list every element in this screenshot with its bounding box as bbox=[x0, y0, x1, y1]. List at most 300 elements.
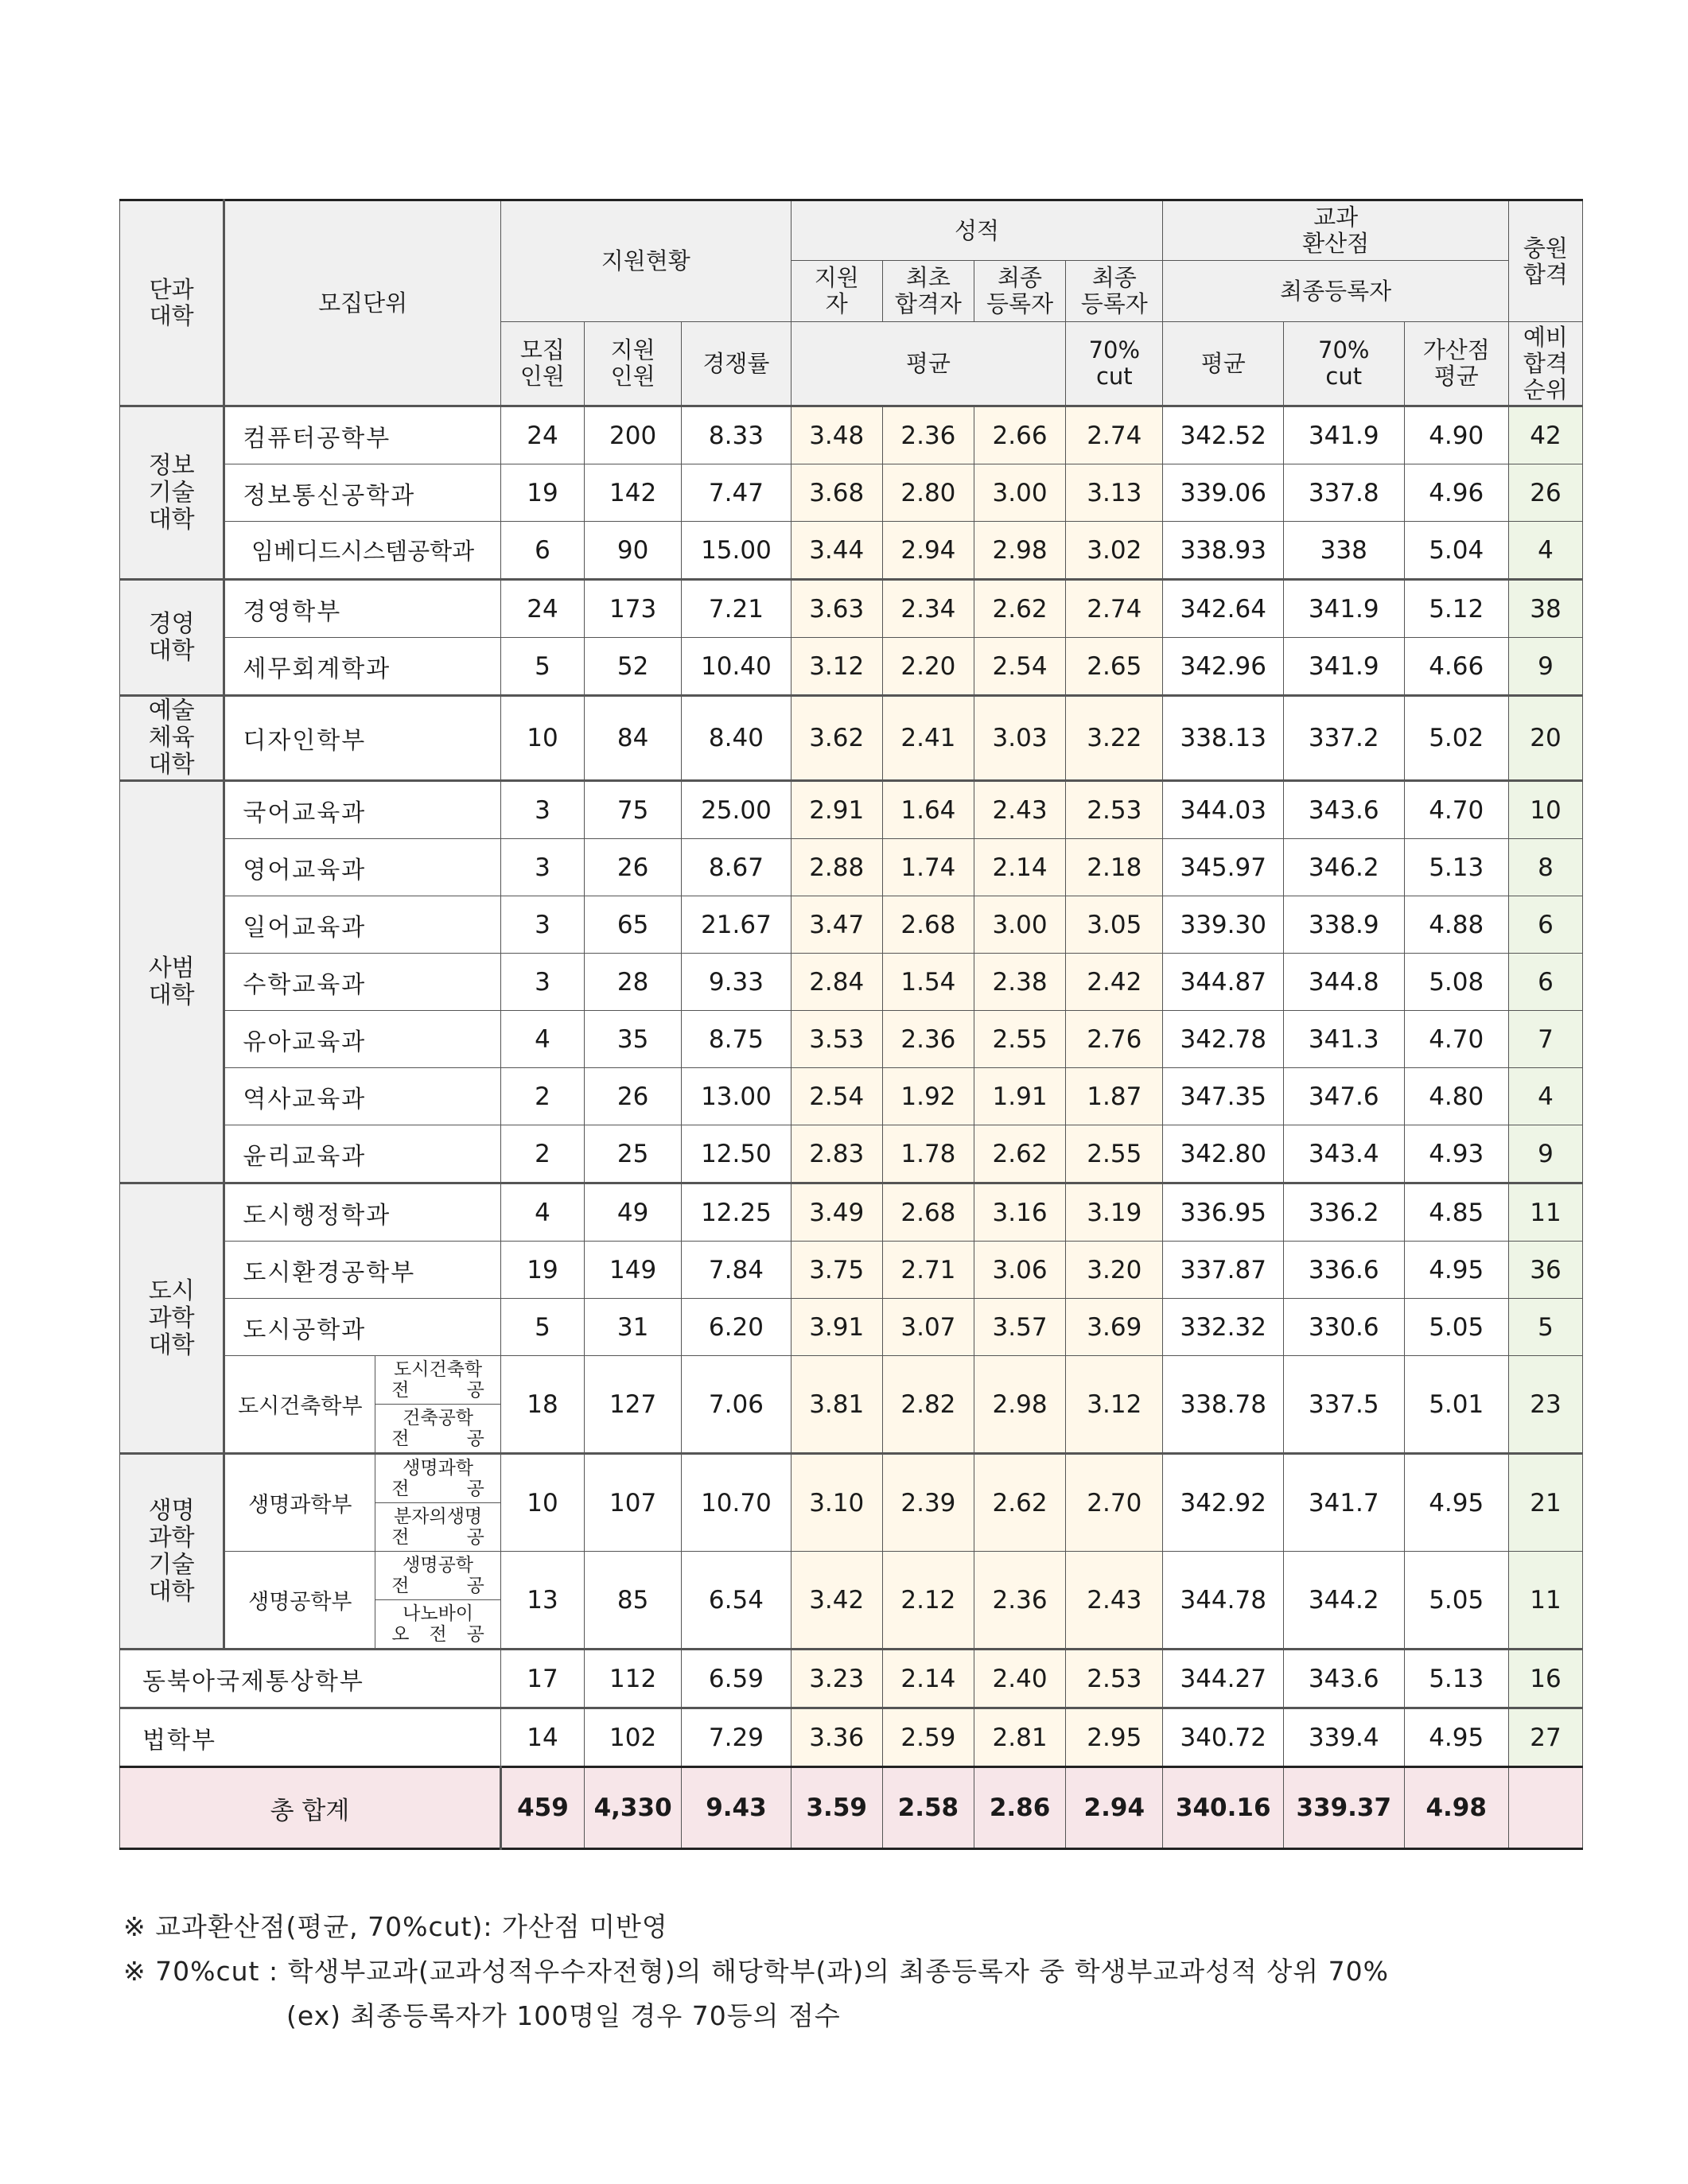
header-application: 지원현황 bbox=[500, 200, 791, 322]
ratio-cell: 13.00 bbox=[682, 1068, 791, 1125]
quota-cell: 3 bbox=[500, 781, 584, 839]
unit-cell: 도시공학과 bbox=[224, 1299, 501, 1356]
grade-first-pass-cell: 2.80 bbox=[882, 464, 974, 522]
quota-cell: 4 bbox=[500, 1183, 584, 1242]
major-item bbox=[375, 1405, 500, 1452]
grade-first-pass-cell: 1.74 bbox=[882, 839, 974, 896]
grade-final-cell: 2.14 bbox=[974, 839, 1065, 896]
grade-cut70-cell: 3.20 bbox=[1066, 1242, 1163, 1299]
waitlist-rank-cell: 16 bbox=[1508, 1650, 1582, 1708]
grade-applicants-cell: 3.63 bbox=[791, 580, 882, 638]
ratio-cell: 10.40 bbox=[682, 638, 791, 696]
ratio-cell: 25.00 bbox=[682, 781, 791, 839]
applicants-cell: 26 bbox=[584, 1068, 681, 1125]
grade-first-pass-cell: 2.41 bbox=[882, 696, 974, 781]
grade-final-cell: 2.40 bbox=[974, 1650, 1065, 1708]
grade-cut70-cell: 3.02 bbox=[1066, 522, 1163, 580]
table-row bbox=[120, 406, 1583, 464]
major-suffix: 전 공 bbox=[391, 1380, 484, 1401]
unit-cell: 역사교육과 bbox=[224, 1068, 501, 1125]
major-list bbox=[375, 1552, 500, 1648]
grade-applicants-cell: 3.12 bbox=[791, 638, 882, 696]
major-list bbox=[375, 1455, 500, 1551]
quota-cell: 3 bbox=[500, 896, 584, 954]
waitlist-rank-cell: 5 bbox=[1508, 1299, 1582, 1356]
grade-final-cell: 2.62 bbox=[974, 1125, 1065, 1183]
applicants-cell: 85 bbox=[584, 1552, 681, 1650]
major-cell bbox=[375, 1552, 501, 1650]
grade-applicants-cell: 3.53 bbox=[791, 1011, 882, 1068]
total-g_app-cell: 3.59 bbox=[791, 1767, 882, 1849]
score-avg-cell: 340.72 bbox=[1163, 1708, 1284, 1767]
score-avg-cell: 339.30 bbox=[1163, 896, 1284, 954]
grade-final-cell: 1.91 bbox=[974, 1068, 1065, 1125]
grade-cut70-cell: 2.70 bbox=[1066, 1454, 1163, 1552]
grade-final-cell: 2.62 bbox=[974, 1454, 1065, 1552]
grade-applicants-cell: 2.54 bbox=[791, 1068, 882, 1125]
quota-cell: 2 bbox=[500, 1125, 584, 1183]
table-row bbox=[120, 1708, 1583, 1767]
unit-cell: 국어교육과 bbox=[224, 781, 501, 839]
score-cut70-cell: 343.4 bbox=[1283, 1125, 1404, 1183]
applicants-cell: 107 bbox=[584, 1454, 681, 1552]
unit-cell: 생명공학부 bbox=[224, 1552, 375, 1650]
bonus-avg-cell: 4.93 bbox=[1404, 1125, 1508, 1183]
header-applicants-grade: 지원 자 bbox=[791, 261, 882, 322]
waitlist-rank-cell: 10 bbox=[1508, 781, 1582, 839]
applicants-cell: 149 bbox=[584, 1242, 681, 1299]
grade-applicants-cell: 2.83 bbox=[791, 1125, 882, 1183]
grade-applicants-cell: 2.88 bbox=[791, 839, 882, 896]
footnote-3: (ex) 최종등록자가 100명일 경우 70등의 점수 bbox=[286, 2000, 841, 2031]
grade-cut70-cell: 2.42 bbox=[1066, 954, 1163, 1011]
grade-final-cell: 2.62 bbox=[974, 580, 1065, 638]
waitlist-rank-cell: 36 bbox=[1508, 1242, 1582, 1299]
score-cut70-cell: 338 bbox=[1283, 522, 1404, 580]
college-cell: 예술 체육 대학 bbox=[120, 696, 224, 781]
bonus-avg-cell: 4.96 bbox=[1404, 464, 1508, 522]
grade-first-pass-cell: 2.36 bbox=[882, 1011, 974, 1068]
score-cut70-cell: 336.2 bbox=[1283, 1183, 1404, 1242]
grade-applicants-cell: 3.10 bbox=[791, 1454, 882, 1552]
major-suffix: 전 공 bbox=[391, 1576, 484, 1596]
admission-results-sheet bbox=[119, 199, 1583, 1850]
college-cell: 도시 과학 대학 bbox=[120, 1183, 224, 1454]
grade-first-pass-cell: 1.64 bbox=[882, 781, 974, 839]
score-cut70-cell: 344.2 bbox=[1283, 1552, 1404, 1650]
grade-final-cell: 3.03 bbox=[974, 696, 1065, 781]
ratio-cell: 7.21 bbox=[682, 580, 791, 638]
grade-first-pass-cell: 2.20 bbox=[882, 638, 974, 696]
applicants-cell: 26 bbox=[584, 839, 681, 896]
score-avg-cell: 342.80 bbox=[1163, 1125, 1284, 1183]
ratio-cell: 21.67 bbox=[682, 896, 791, 954]
waitlist-rank-cell: 42 bbox=[1508, 406, 1582, 464]
table-row bbox=[120, 580, 1583, 638]
grade-cut70-cell: 2.76 bbox=[1066, 1011, 1163, 1068]
score-avg-cell: 344.27 bbox=[1163, 1650, 1284, 1708]
score-avg-cell: 344.78 bbox=[1163, 1552, 1284, 1650]
applicants-cell: 90 bbox=[584, 522, 681, 580]
table-row bbox=[120, 896, 1583, 954]
quota-cell: 19 bbox=[500, 1242, 584, 1299]
grade-applicants-cell: 3.42 bbox=[791, 1552, 882, 1650]
unit-cell: 동북아국제통상학부 bbox=[120, 1650, 501, 1708]
waitlist-rank-cell: 6 bbox=[1508, 896, 1582, 954]
quota-cell: 2 bbox=[500, 1068, 584, 1125]
quota-cell: 24 bbox=[500, 580, 584, 638]
grade-cut70-cell: 3.19 bbox=[1066, 1183, 1163, 1242]
grade-applicants-cell: 3.48 bbox=[791, 406, 882, 464]
quota-cell: 5 bbox=[500, 638, 584, 696]
grade-applicants-cell: 3.75 bbox=[791, 1242, 882, 1299]
major-item bbox=[375, 1356, 500, 1405]
ratio-cell: 7.84 bbox=[682, 1242, 791, 1299]
score-cut70-cell: 339.4 bbox=[1283, 1708, 1404, 1767]
bonus-avg-cell: 5.05 bbox=[1404, 1552, 1508, 1650]
applicants-cell: 35 bbox=[584, 1011, 681, 1068]
grade-final-cell: 2.66 bbox=[974, 406, 1065, 464]
ratio-cell: 8.33 bbox=[682, 406, 791, 464]
score-avg-cell: 347.35 bbox=[1163, 1068, 1284, 1125]
waitlist-rank-cell: 6 bbox=[1508, 954, 1582, 1011]
header-grades: 성적 bbox=[791, 200, 1163, 261]
score-cut70-cell: 343.6 bbox=[1283, 1650, 1404, 1708]
major-suffix: 전 공 bbox=[391, 1527, 484, 1548]
grade-applicants-cell: 2.91 bbox=[791, 781, 882, 839]
footnotes bbox=[123, 1905, 1389, 2038]
major-item bbox=[375, 1455, 500, 1503]
ratio-cell: 10.70 bbox=[682, 1454, 791, 1552]
applicants-cell: 52 bbox=[584, 638, 681, 696]
grade-cut70-cell: 3.69 bbox=[1066, 1299, 1163, 1356]
waitlist-rank-cell: 9 bbox=[1508, 638, 1582, 696]
bonus-avg-cell: 5.13 bbox=[1404, 839, 1508, 896]
score-cut70-cell: 337.2 bbox=[1283, 696, 1404, 781]
grade-first-pass-cell: 2.68 bbox=[882, 1183, 974, 1242]
score-avg-cell: 332.32 bbox=[1163, 1299, 1284, 1356]
header-score-avg: 평균 bbox=[1163, 322, 1284, 406]
table-row bbox=[120, 696, 1583, 781]
quota-cell: 10 bbox=[500, 1454, 584, 1552]
applicants-cell: 102 bbox=[584, 1708, 681, 1767]
bonus-avg-cell: 5.08 bbox=[1404, 954, 1508, 1011]
waitlist-rank-cell: 38 bbox=[1508, 580, 1582, 638]
quota-cell: 14 bbox=[500, 1708, 584, 1767]
unit-cell: 영어교육과 bbox=[224, 839, 501, 896]
waitlist-rank-cell: 23 bbox=[1508, 1356, 1582, 1454]
score-cut70-cell: 337.8 bbox=[1283, 464, 1404, 522]
table-row bbox=[120, 1454, 1583, 1552]
header-apply-count: 지원 인원 bbox=[584, 322, 681, 406]
score-avg-cell: 336.95 bbox=[1163, 1183, 1284, 1242]
unit-cell: 경영학부 bbox=[224, 580, 501, 638]
table-row bbox=[120, 522, 1583, 580]
bonus-avg-cell: 4.88 bbox=[1404, 896, 1508, 954]
ratio-cell: 8.67 bbox=[682, 839, 791, 896]
grade-cut70-cell: 2.55 bbox=[1066, 1125, 1163, 1183]
score-cut70-cell: 336.6 bbox=[1283, 1242, 1404, 1299]
grade-cut70-cell: 3.22 bbox=[1066, 696, 1163, 781]
quota-cell: 6 bbox=[500, 522, 584, 580]
quota-cell: 3 bbox=[500, 954, 584, 1011]
score-avg-cell: 338.93 bbox=[1163, 522, 1284, 580]
ratio-cell: 6.54 bbox=[682, 1552, 791, 1650]
table-row bbox=[120, 781, 1583, 839]
unit-cell: 수학교육과 bbox=[224, 954, 501, 1011]
ratio-cell: 7.06 bbox=[682, 1356, 791, 1454]
bonus-avg-cell: 5.01 bbox=[1404, 1356, 1508, 1454]
grade-first-pass-cell: 2.68 bbox=[882, 896, 974, 954]
applicants-cell: 112 bbox=[584, 1650, 681, 1708]
applicants-cell: 25 bbox=[584, 1125, 681, 1183]
header-final-reg: 최종 등록자 bbox=[974, 261, 1065, 322]
score-cut70-cell: 330.6 bbox=[1283, 1299, 1404, 1356]
unit-cell: 임베디드시스템공학과 bbox=[224, 522, 501, 580]
grade-first-pass-cell: 2.59 bbox=[882, 1708, 974, 1767]
unit-cell: 도시행정학과 bbox=[224, 1183, 501, 1242]
ratio-cell: 6.59 bbox=[682, 1650, 791, 1708]
header-subject-score: 교과 환산점 bbox=[1163, 200, 1508, 261]
score-avg-cell: 337.87 bbox=[1163, 1242, 1284, 1299]
grade-first-pass-cell: 2.82 bbox=[882, 1356, 974, 1454]
total-s_avg-cell: 340.16 bbox=[1163, 1767, 1284, 1849]
quota-cell: 13 bbox=[500, 1552, 584, 1650]
bonus-avg-cell: 4.95 bbox=[1404, 1454, 1508, 1552]
grade-final-cell: 2.98 bbox=[974, 1356, 1065, 1454]
bonus-avg-cell: 4.85 bbox=[1404, 1183, 1508, 1242]
score-avg-cell: 342.96 bbox=[1163, 638, 1284, 696]
table-row bbox=[120, 464, 1583, 522]
table-row bbox=[120, 1299, 1583, 1356]
bonus-avg-cell: 4.70 bbox=[1404, 781, 1508, 839]
grade-final-cell: 3.57 bbox=[974, 1299, 1065, 1356]
ratio-cell: 9.33 bbox=[682, 954, 791, 1011]
college-cell: 경영 대학 bbox=[120, 580, 224, 696]
unit-cell: 도시건축학부 bbox=[224, 1356, 375, 1454]
applicants-cell: 127 bbox=[584, 1356, 681, 1454]
grade-first-pass-cell: 2.14 bbox=[882, 1650, 974, 1708]
unit-cell: 세무회계학과 bbox=[224, 638, 501, 696]
table-row bbox=[120, 1552, 1583, 1650]
grade-applicants-cell: 3.47 bbox=[791, 896, 882, 954]
grade-cut70-cell: 2.74 bbox=[1066, 580, 1163, 638]
college-cell: 생명 과학 기술 대학 bbox=[120, 1454, 224, 1650]
grade-first-pass-cell: 3.07 bbox=[882, 1299, 974, 1356]
unit-cell: 법학부 bbox=[120, 1708, 501, 1767]
grade-first-pass-cell: 2.39 bbox=[882, 1454, 974, 1552]
waitlist-rank-cell: 26 bbox=[1508, 464, 1582, 522]
applicants-cell: 75 bbox=[584, 781, 681, 839]
total-g_final-cell: 2.86 bbox=[974, 1767, 1065, 1849]
major-name: 분자의생명 bbox=[394, 1506, 483, 1527]
major-item bbox=[375, 1600, 500, 1648]
table-row bbox=[120, 1068, 1583, 1125]
header-cut70: 70% cut bbox=[1066, 322, 1163, 406]
total-applicants-cell: 4,330 bbox=[584, 1767, 681, 1849]
applicants-cell: 49 bbox=[584, 1183, 681, 1242]
header-waitlist-rank: 예비 합격 순위 bbox=[1508, 322, 1582, 406]
grade-final-cell: 2.81 bbox=[974, 1708, 1065, 1767]
grade-applicants-cell: 3.49 bbox=[791, 1183, 882, 1242]
quota-cell: 10 bbox=[500, 696, 584, 781]
score-avg-cell: 342.92 bbox=[1163, 1454, 1284, 1552]
major-name: 생명공학 bbox=[403, 1555, 474, 1576]
major-list bbox=[375, 1356, 500, 1452]
total-g_first-cell: 2.58 bbox=[882, 1767, 974, 1849]
waitlist-rank-cell: 4 bbox=[1508, 522, 1582, 580]
score-cut70-cell: 346.2 bbox=[1283, 839, 1404, 896]
applicants-cell: 142 bbox=[584, 464, 681, 522]
header-avg: 평균 bbox=[791, 322, 1066, 406]
grade-final-cell: 3.16 bbox=[974, 1183, 1065, 1242]
score-cut70-cell: 344.8 bbox=[1283, 954, 1404, 1011]
grade-first-pass-cell: 2.36 bbox=[882, 406, 974, 464]
table-row bbox=[120, 1011, 1583, 1068]
bonus-avg-cell: 5.04 bbox=[1404, 522, 1508, 580]
grade-final-cell: 2.43 bbox=[974, 781, 1065, 839]
applicants-cell: 65 bbox=[584, 896, 681, 954]
applicants-cell: 84 bbox=[584, 696, 681, 781]
grade-cut70-cell: 3.12 bbox=[1066, 1356, 1163, 1454]
unit-cell: 생명과학부 bbox=[224, 1454, 375, 1552]
unit-cell: 디자인학부 bbox=[224, 696, 501, 781]
grade-final-cell: 2.54 bbox=[974, 638, 1065, 696]
score-cut70-cell: 341.3 bbox=[1283, 1011, 1404, 1068]
waitlist-rank-cell: 11 bbox=[1508, 1183, 1582, 1242]
grade-applicants-cell: 3.68 bbox=[791, 464, 882, 522]
bonus-avg-cell: 4.80 bbox=[1404, 1068, 1508, 1125]
ratio-cell: 12.25 bbox=[682, 1183, 791, 1242]
bonus-avg-cell: 4.70 bbox=[1404, 1011, 1508, 1068]
grade-applicants-cell: 3.81 bbox=[791, 1356, 882, 1454]
score-avg-cell: 344.87 bbox=[1163, 954, 1284, 1011]
bonus-avg-cell: 4.66 bbox=[1404, 638, 1508, 696]
major-name: 나노바이 bbox=[403, 1603, 474, 1624]
header-unit: 모집단위 bbox=[224, 200, 501, 406]
bonus-avg-cell: 5.05 bbox=[1404, 1299, 1508, 1356]
grade-cut70-cell: 2.18 bbox=[1066, 839, 1163, 896]
grade-first-pass-cell: 1.54 bbox=[882, 954, 974, 1011]
waitlist-rank-cell: 9 bbox=[1508, 1125, 1582, 1183]
table-row bbox=[120, 839, 1583, 896]
table-row bbox=[120, 1650, 1583, 1708]
waitlist-rank-cell: 4 bbox=[1508, 1068, 1582, 1125]
major-cell bbox=[375, 1454, 501, 1552]
score-cut70-cell: 341.9 bbox=[1283, 638, 1404, 696]
bonus-avg-cell: 4.95 bbox=[1404, 1708, 1508, 1767]
quota-cell: 24 bbox=[500, 406, 584, 464]
score-avg-cell: 339.06 bbox=[1163, 464, 1284, 522]
unit-cell: 윤리교육과 bbox=[224, 1125, 501, 1183]
table-body bbox=[120, 406, 1583, 1849]
bonus-avg-cell: 5.02 bbox=[1404, 696, 1508, 781]
table-row bbox=[120, 1242, 1583, 1299]
total-label: 총 합계 bbox=[120, 1767, 501, 1849]
college-cell: 정보 기술 대학 bbox=[120, 406, 224, 580]
ratio-cell: 15.00 bbox=[682, 522, 791, 580]
header-first-pass: 최초 합격자 bbox=[882, 261, 974, 322]
total-g_cut-cell: 2.94 bbox=[1066, 1767, 1163, 1849]
grade-first-pass-cell: 2.94 bbox=[882, 522, 974, 580]
total-ratio-cell: 9.43 bbox=[682, 1767, 791, 1849]
major-item bbox=[375, 1552, 500, 1600]
grade-first-pass-cell: 1.92 bbox=[882, 1068, 974, 1125]
footnote-2: ※ 70%cut : 학생부교과(교과성적우수자전형)의 해당학부(과)의 최종등록자 중 학생부교과성적 상위 70% bbox=[123, 1956, 1389, 1987]
grade-final-cell: 3.06 bbox=[974, 1242, 1065, 1299]
table-row bbox=[120, 1183, 1583, 1242]
header-score-cut70: 70% cut bbox=[1283, 322, 1404, 406]
total-row bbox=[120, 1767, 1583, 1849]
table-row bbox=[120, 1356, 1583, 1454]
header-extra-pass: 충원 합격 bbox=[1508, 200, 1582, 322]
grade-cut70-cell: 3.13 bbox=[1066, 464, 1163, 522]
score-avg-cell: 342.64 bbox=[1163, 580, 1284, 638]
grade-applicants-cell: 3.36 bbox=[791, 1708, 882, 1767]
quota-cell: 5 bbox=[500, 1299, 584, 1356]
unit-cell: 일어교육과 bbox=[224, 896, 501, 954]
major-name: 건축공학 bbox=[403, 1408, 474, 1428]
major-item bbox=[375, 1503, 500, 1551]
bonus-avg-cell: 5.13 bbox=[1404, 1650, 1508, 1708]
score-cut70-cell: 347.6 bbox=[1283, 1068, 1404, 1125]
major-suffix: 전 공 bbox=[391, 1479, 484, 1499]
header-quota: 모집 인원 bbox=[500, 322, 584, 406]
grade-first-pass-cell: 2.34 bbox=[882, 580, 974, 638]
grade-final-cell: 2.55 bbox=[974, 1011, 1065, 1068]
score-cut70-cell: 341.9 bbox=[1283, 406, 1404, 464]
header-college: 단과 대학 bbox=[120, 200, 224, 406]
total-quota-cell: 459 bbox=[500, 1767, 584, 1849]
table-row bbox=[120, 1125, 1583, 1183]
header-final-reg-cut: 최종 등록자 bbox=[1066, 261, 1163, 322]
waitlist-rank-cell: 11 bbox=[1508, 1552, 1582, 1650]
grade-first-pass-cell: 1.78 bbox=[882, 1125, 974, 1183]
quota-cell: 18 bbox=[500, 1356, 584, 1454]
total-s_cut-cell: 339.37 bbox=[1283, 1767, 1404, 1849]
grade-final-cell: 3.00 bbox=[974, 896, 1065, 954]
ratio-cell: 8.75 bbox=[682, 1011, 791, 1068]
waitlist-rank-cell: 27 bbox=[1508, 1708, 1582, 1767]
grade-cut70-cell: 2.53 bbox=[1066, 781, 1163, 839]
major-cell bbox=[375, 1356, 501, 1454]
major-suffix: 전 공 bbox=[391, 1428, 484, 1449]
score-cut70-cell: 338.9 bbox=[1283, 896, 1404, 954]
score-avg-cell: 342.52 bbox=[1163, 406, 1284, 464]
bonus-avg-cell: 4.95 bbox=[1404, 1242, 1508, 1299]
ratio-cell: 8.40 bbox=[682, 696, 791, 781]
table-row bbox=[120, 954, 1583, 1011]
grade-first-pass-cell: 2.12 bbox=[882, 1552, 974, 1650]
admission-table bbox=[119, 199, 1583, 1850]
bonus-avg-cell: 5.12 bbox=[1404, 580, 1508, 638]
grade-applicants-cell: 3.23 bbox=[791, 1650, 882, 1708]
quota-cell: 3 bbox=[500, 839, 584, 896]
quota-cell: 17 bbox=[500, 1650, 584, 1708]
bonus-avg-cell: 4.90 bbox=[1404, 406, 1508, 464]
major-suffix: 오 전 공 bbox=[391, 1624, 484, 1645]
total-bonus-cell: 4.98 bbox=[1404, 1767, 1508, 1849]
waitlist-rank-cell: 20 bbox=[1508, 696, 1582, 781]
total-wait-cell bbox=[1508, 1767, 1582, 1849]
grade-final-cell: 3.00 bbox=[974, 464, 1065, 522]
quota-cell: 4 bbox=[500, 1011, 584, 1068]
grade-applicants-cell: 3.44 bbox=[791, 522, 882, 580]
grade-applicants-cell: 3.62 bbox=[791, 696, 882, 781]
ratio-cell: 6.20 bbox=[682, 1299, 791, 1356]
major-name: 도시건축학 bbox=[394, 1359, 483, 1380]
grade-cut70-cell: 2.74 bbox=[1066, 406, 1163, 464]
